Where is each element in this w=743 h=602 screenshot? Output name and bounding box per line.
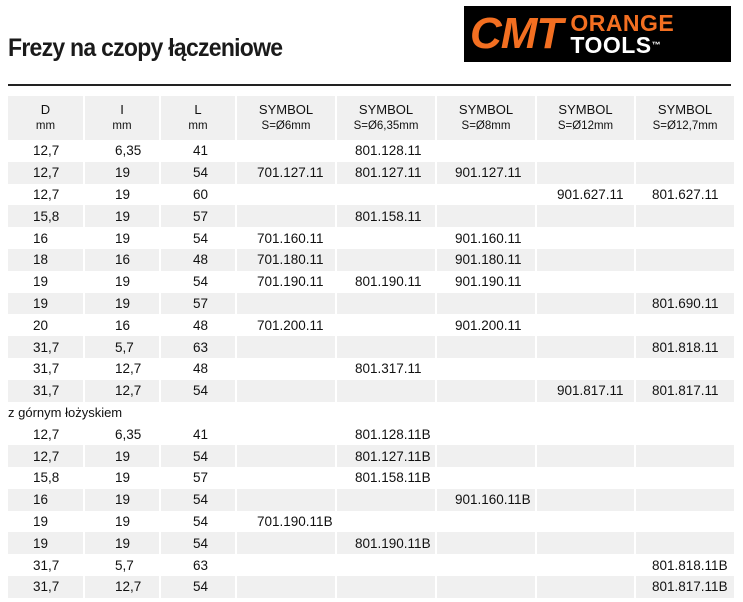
table-cell: 12,7 <box>84 380 160 402</box>
table-cell <box>536 554 635 576</box>
table-cell: 54 <box>160 227 236 249</box>
column-header <box>84 96 160 140</box>
table-cell: 19 <box>84 489 160 511</box>
table-cell <box>536 205 635 227</box>
table-cell <box>336 227 436 249</box>
table-row <box>8 162 734 184</box>
table-cell: 19 <box>33 513 49 529</box>
table-cell <box>236 489 336 511</box>
table-cell: 54 <box>160 532 236 554</box>
table-cell <box>236 140 336 162</box>
table-cell <box>236 184 336 206</box>
product-table <box>8 96 734 598</box>
table-cell: 57 <box>160 293 236 315</box>
table-cell: 31,7 <box>8 336 84 358</box>
table-cell <box>536 227 635 249</box>
table-cell: 48 <box>160 314 236 336</box>
table-cell <box>635 271 734 293</box>
table-row <box>8 380 734 402</box>
logo-tm: ™ <box>651 40 662 50</box>
table-cell <box>236 336 336 358</box>
table-cell <box>635 511 734 533</box>
table-cell <box>536 162 635 184</box>
table-cell <box>536 271 635 293</box>
table-row <box>8 576 734 598</box>
table-cell: 5,7 <box>84 336 160 358</box>
table-cell: 54 <box>160 162 236 184</box>
table-cell <box>436 358 536 380</box>
table-cell <box>336 336 436 358</box>
table-row <box>8 205 734 227</box>
table-row <box>8 336 734 358</box>
column-header-label: SYMBOL <box>657 102 713 117</box>
column-header <box>635 96 734 140</box>
column-header-label: I <box>120 102 124 117</box>
table-cell <box>536 511 635 533</box>
table-cell <box>236 576 336 598</box>
table-header-row <box>8 96 734 140</box>
table-cell <box>635 227 734 249</box>
table-cell: 6,35 <box>84 423 160 445</box>
table-cell <box>436 576 536 598</box>
column-header-unit: S=Ø12mm <box>557 120 614 132</box>
table-cell <box>336 184 436 206</box>
table-cell <box>635 314 734 336</box>
table-cell: 801.817.11 <box>635 380 734 402</box>
table-cell <box>536 249 635 271</box>
table-cell: 801.817.11B <box>635 576 734 598</box>
column-header <box>8 96 84 140</box>
table-row <box>8 467 734 489</box>
table-cell <box>536 467 635 489</box>
table-cell <box>635 140 734 162</box>
table-cell <box>536 140 635 162</box>
table-cell <box>436 184 536 206</box>
table-cell: 57 <box>160 205 236 227</box>
table-cell: 12,7 <box>8 162 84 184</box>
table-cell: 901.160.11 <box>436 227 536 249</box>
page-title: Frezy na czopy łączeniowe <box>8 34 283 62</box>
table-cell <box>635 445 734 467</box>
table-cell <box>635 489 734 511</box>
table-cell: 48 <box>160 249 236 271</box>
table-cell: 19 <box>84 205 160 227</box>
table-cell: 701.200.11 <box>236 314 336 336</box>
table-cell: 16 <box>33 230 49 246</box>
table-cell: 801.128.11B <box>336 423 436 445</box>
table-cell <box>436 467 536 489</box>
table-cell: 901.160.11B <box>436 489 536 511</box>
column-header <box>436 96 536 140</box>
table-cell: 801.190.11 <box>336 271 436 293</box>
column-header-label: SYMBOL <box>358 102 414 117</box>
table-row <box>8 293 734 315</box>
column-header-unit: S=Ø6mm <box>261 120 311 132</box>
table-cell: 901.627.11 <box>536 184 635 206</box>
table-cell: 54 <box>160 576 236 598</box>
table-row <box>8 489 734 511</box>
table-cell: 12,7 <box>84 358 160 380</box>
logo-line2-wrap <box>570 34 674 56</box>
table-cell <box>536 358 635 380</box>
table-cell: 16 <box>84 314 160 336</box>
table-cell <box>236 423 336 445</box>
cmt-orange-tools-logo <box>464 6 731 62</box>
table-cell <box>236 467 336 489</box>
table-row <box>8 271 734 293</box>
table-cell <box>336 249 436 271</box>
table-cell: 701.180.11 <box>236 249 336 271</box>
table-cell <box>536 293 635 315</box>
table-cell: 20 <box>33 317 49 333</box>
table-cell <box>536 576 635 598</box>
table-cell <box>635 358 734 380</box>
table-cell: 41 <box>160 423 236 445</box>
table-cell <box>635 423 734 445</box>
column-header-unit: mm <box>188 120 208 132</box>
table-cell: 701.190.11 <box>236 271 336 293</box>
table-cell <box>536 423 635 445</box>
logo-line1: ORANGE <box>570 10 675 36</box>
table-cell: 5,7 <box>84 554 160 576</box>
logo-line2: TOOLS <box>570 32 652 58</box>
column-header <box>236 96 336 140</box>
table-cell <box>635 467 734 489</box>
table-row <box>8 184 734 206</box>
table-row <box>8 358 734 380</box>
table-cell <box>635 205 734 227</box>
table-cell: 12,7 <box>33 426 60 442</box>
table-cell: 801.158.11B <box>336 467 436 489</box>
column-header-label: D <box>40 102 51 117</box>
table-cell: 15,8 <box>33 470 60 486</box>
table-cell <box>236 554 336 576</box>
table-row <box>8 511 734 533</box>
table-cell: 701.127.11 <box>236 162 336 184</box>
table-cell <box>536 489 635 511</box>
table-cell: 801.128.11 <box>336 140 436 162</box>
table-cell <box>236 380 336 402</box>
table-cell <box>536 336 635 358</box>
table-body <box>8 140 734 598</box>
table-cell: 19 <box>84 293 160 315</box>
table-cell <box>436 554 536 576</box>
table-cell <box>236 532 336 554</box>
table-cell <box>336 554 436 576</box>
column-header <box>336 96 436 140</box>
table-cell <box>436 445 536 467</box>
column-header-unit: S=Ø6,35mm <box>353 120 419 132</box>
table-cell: 48 <box>160 358 236 380</box>
table-cell: 801.317.11 <box>336 358 436 380</box>
table-cell: 31,7 <box>8 576 84 598</box>
column-header-unit: S=Ø8mm <box>461 120 511 132</box>
table-cell <box>436 140 536 162</box>
table-cell: 54 <box>160 511 236 533</box>
column-header-unit: mm <box>35 120 56 132</box>
table-cell: 19 <box>84 445 160 467</box>
table-cell: 19 <box>84 511 160 533</box>
table-cell <box>635 532 734 554</box>
column-header-unit: S=Ø12,7mm <box>652 120 718 132</box>
table-cell <box>436 205 536 227</box>
table-cell: 801.627.11 <box>635 184 734 206</box>
table-cell <box>436 511 536 533</box>
table-cell: 801.190.11B <box>336 532 436 554</box>
table-cell <box>635 162 734 184</box>
table-cell: 54 <box>160 271 236 293</box>
table-cell <box>236 445 336 467</box>
table-cell: 801.690.11 <box>635 293 734 315</box>
table-cell: 19 <box>8 532 84 554</box>
table-cell: 63 <box>160 554 236 576</box>
column-header-label: SYMBOL <box>458 102 514 117</box>
table-cell <box>336 576 436 598</box>
table-cell: 12,7 <box>33 143 60 159</box>
table-cell: 901.190.11 <box>436 271 536 293</box>
table-cell: 60 <box>160 184 236 206</box>
table-cell <box>236 205 336 227</box>
column-header <box>536 96 635 140</box>
table-cell: 801.127.11B <box>336 445 436 467</box>
table-cell: 54 <box>160 380 236 402</box>
table-cell <box>436 293 536 315</box>
column-header-label: SYMBOL <box>258 102 314 117</box>
table-cell: 19 <box>33 274 49 290</box>
table-cell: 31,7 <box>33 361 60 377</box>
table-cell <box>336 380 436 402</box>
table-row <box>8 249 734 271</box>
table-cell: 701.190.11B <box>236 511 336 533</box>
table-cell: 801.818.11 <box>635 336 734 358</box>
table-cell <box>436 336 536 358</box>
table-cell <box>436 380 536 402</box>
table-cell <box>635 249 734 271</box>
table-row <box>8 532 734 554</box>
table-cell <box>536 445 635 467</box>
header-divider <box>8 84 731 86</box>
table-row <box>8 314 734 336</box>
table-cell: 16 <box>84 249 160 271</box>
table-row <box>8 445 734 467</box>
table-cell: 12,7 <box>8 445 84 467</box>
table-cell: 801.158.11 <box>336 205 436 227</box>
table-cell <box>236 358 336 380</box>
table-cell: 6,35 <box>84 140 160 162</box>
column-header-label: SYMBOL <box>558 102 613 117</box>
table-cell: 901.127.11 <box>436 162 536 184</box>
table-cell: 18 <box>8 249 84 271</box>
logo-text <box>570 12 674 56</box>
table-cell: 19 <box>84 467 160 489</box>
table-cell <box>536 532 635 554</box>
table-cell <box>436 423 536 445</box>
column-header-label: L <box>194 102 202 117</box>
table-cell: 19 <box>84 184 160 206</box>
table-cell: 701.160.11 <box>236 227 336 249</box>
table-cell: 901.817.11 <box>536 380 635 402</box>
table-cell: 54 <box>160 445 236 467</box>
table-cell: 19 <box>84 532 160 554</box>
table-cell: 31,7 <box>33 557 60 573</box>
table-cell: 19 <box>84 162 160 184</box>
section-label: z górnym łożyskiem <box>8 402 734 424</box>
table-row <box>8 227 734 249</box>
table-cell: 54 <box>160 489 236 511</box>
table-cell: 16 <box>8 489 84 511</box>
table-cell: 12,7 <box>84 576 160 598</box>
table-cell: 19 <box>8 293 84 315</box>
table-cell: 801.818.11B <box>635 554 734 576</box>
table-row <box>8 554 734 576</box>
table-cell <box>336 489 436 511</box>
table-cell: 63 <box>160 336 236 358</box>
table-cell: 31,7 <box>8 380 84 402</box>
table-cell <box>336 293 436 315</box>
table-cell <box>436 532 536 554</box>
table-cell: 19 <box>84 271 160 293</box>
table-row <box>8 423 734 445</box>
table-cell: 41 <box>160 140 236 162</box>
table-row <box>8 140 734 162</box>
table-cell: 12,7 <box>33 186 60 202</box>
table-cell: 57 <box>160 467 236 489</box>
table-cell: 901.200.11 <box>436 314 536 336</box>
table-cell <box>336 511 436 533</box>
table-cell <box>536 314 635 336</box>
table-cell: 901.180.11 <box>436 249 536 271</box>
column-header <box>160 96 236 140</box>
table-cell: 801.127.11 <box>336 162 436 184</box>
table-cell <box>336 314 436 336</box>
section-row <box>8 402 734 424</box>
logo-brand: CMT <box>470 9 563 58</box>
column-header-unit: mm <box>112 120 132 132</box>
table-cell: 15,8 <box>8 205 84 227</box>
table-cell <box>236 293 336 315</box>
table-cell: 19 <box>84 227 160 249</box>
